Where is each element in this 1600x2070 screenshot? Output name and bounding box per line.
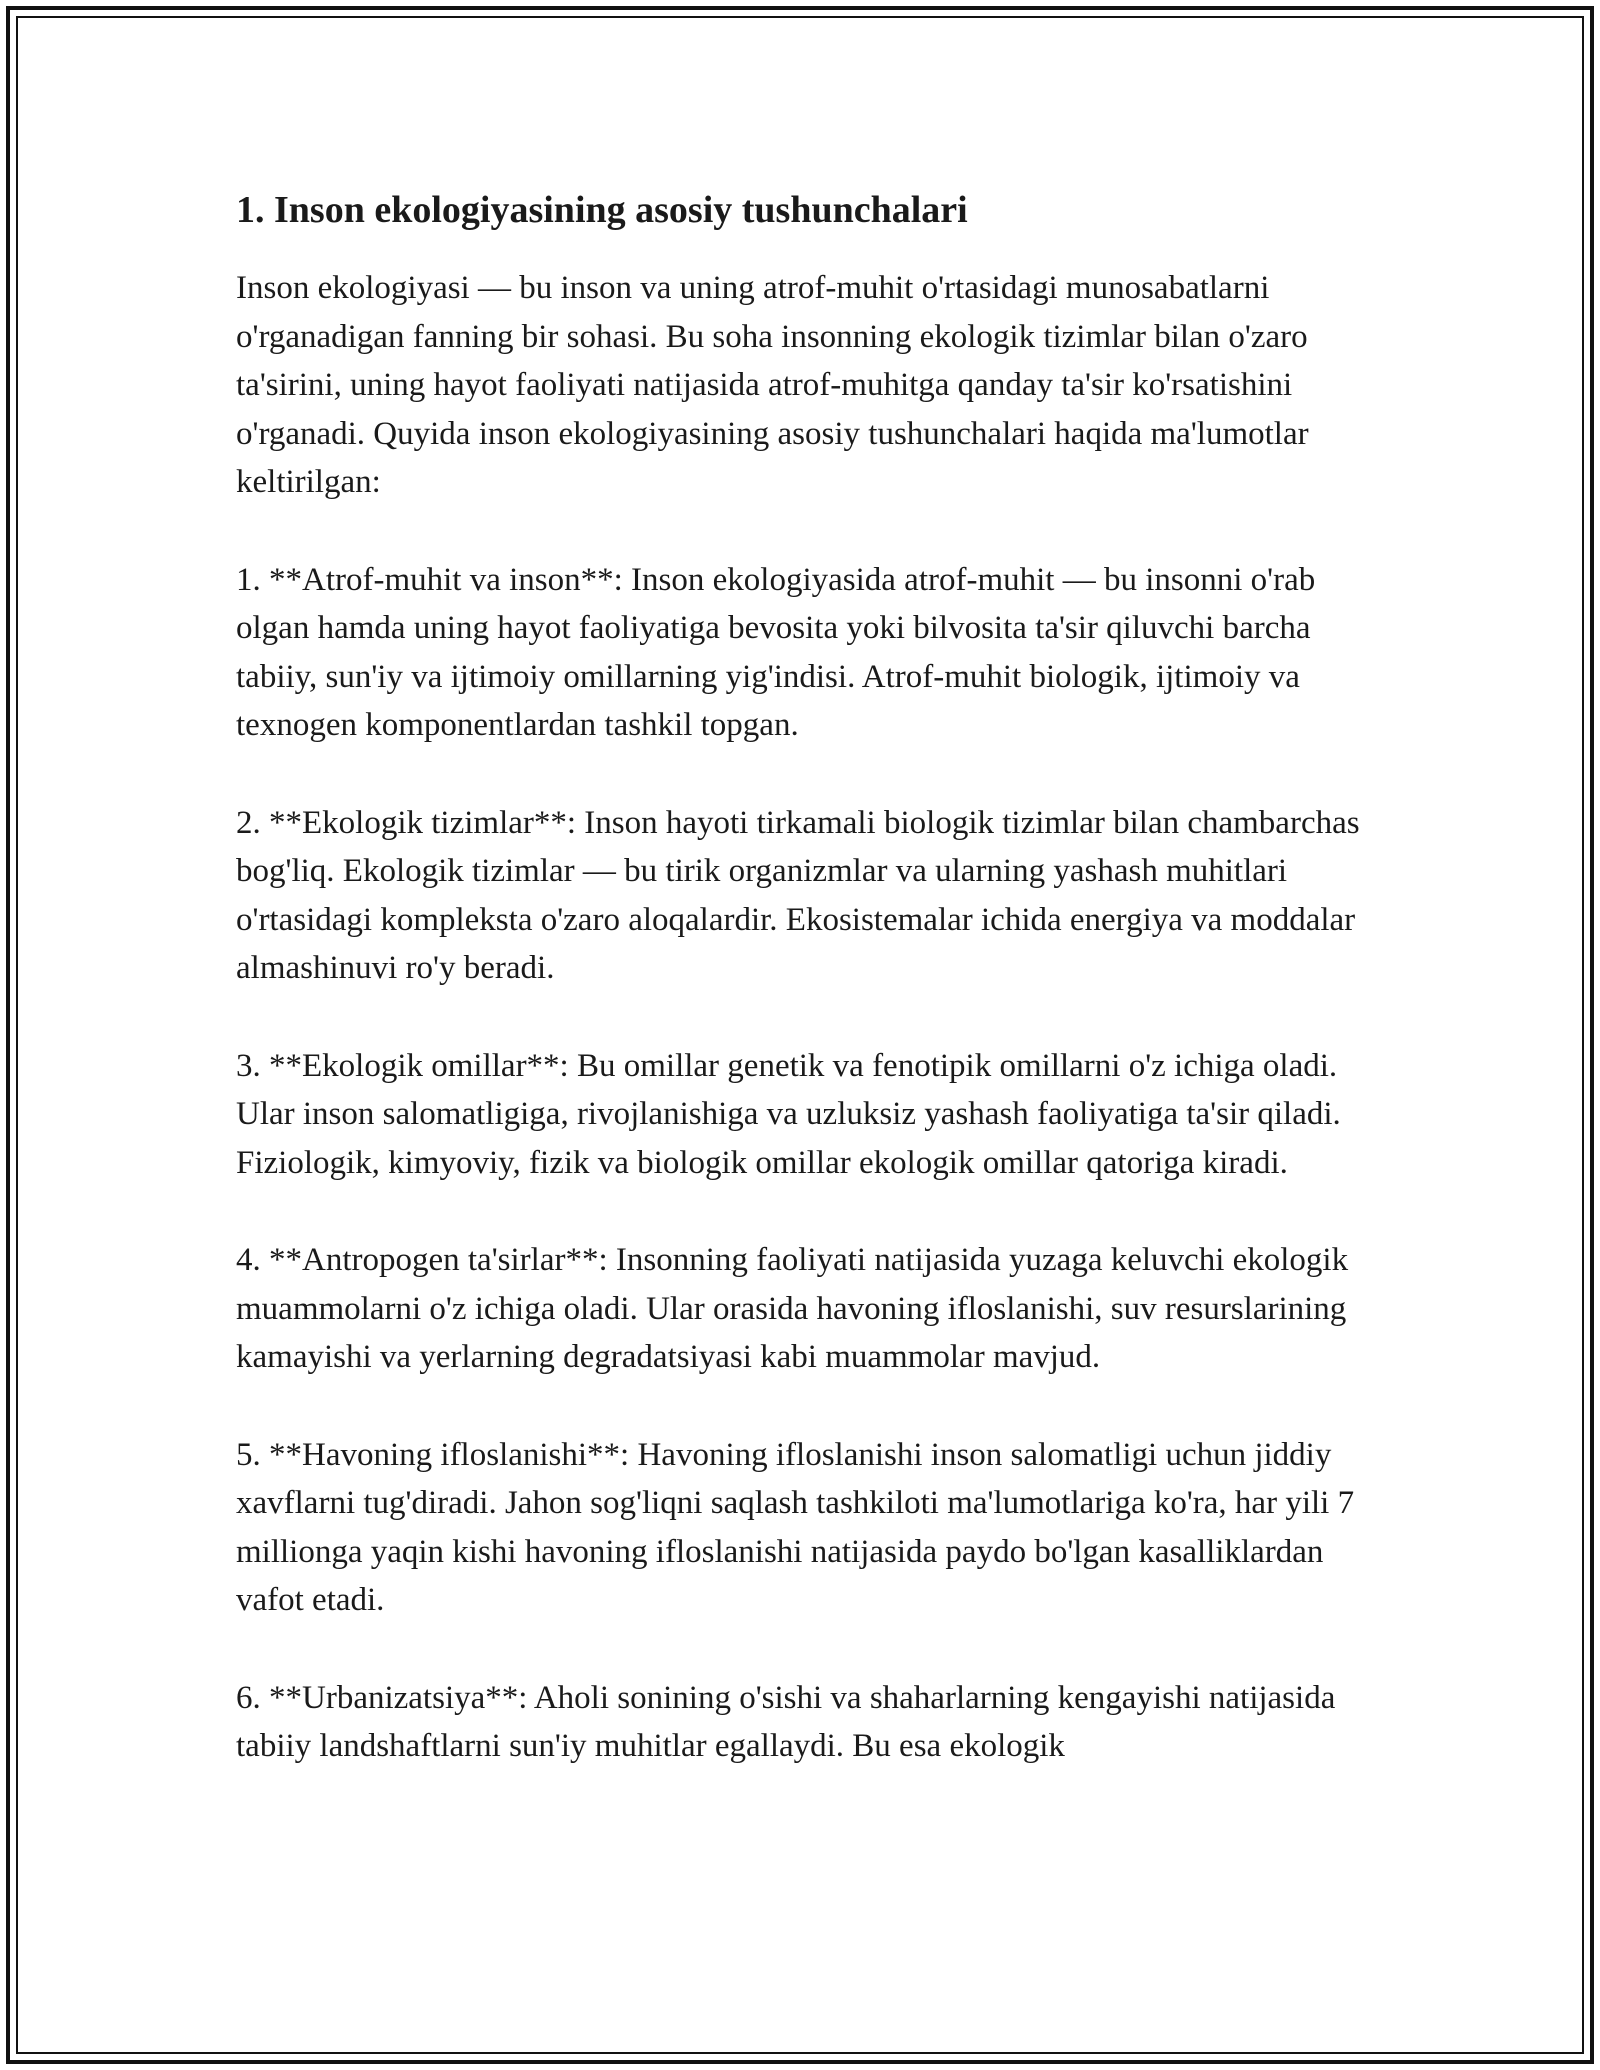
document-body [236, 186, 1366, 1771]
list-item-havoning-ifloslanishi: 5. **Havoning ifloslanishi**: Havoning ifloslanishi inson salomatligi uchun jiddiy xavflarni tug'diradi. Jahon sog'liqni saqlash tashkiloti ma'lumotlariga ko'ra, har yili 7 millionga yaqin kishi havoning ifloslanishi natijasida paydo bo'lgan kasalliklardan vafot etadi. [236, 1436, 1355, 1618]
list-item-urbanizatsiya: 6. **Urbanizatsiya**: Aholi sonining o'sishi va shaharlarning kengayishi natijasida tabiiy landshaftlarni sun'iy muhitlar egallaydi. Bu esa ekologik [236, 1679, 1336, 1764]
list-item-antropogen-tasirlar: 4. **Antropogen ta'sirlar**: Insonning faoliyati natijasida yuzaga keluvchi ekologik muammolarni o'z ichiga oladi. Ular orasida havoning ifloslanishi, suv resurslarining kamayishi va yerlarning degradatsiyasi kabi muammolar mavjud. [236, 1242, 1349, 1375]
list-item-atrof-muhit: 1. **Atrof-muhit va inson**: Inson ekologiyasida atrof-muhit — bu insonni o'rab olgan hamda uning hayot faoliyatiga bevosita yoki bilvosita ta'sir qiluvchi barcha tabiiy, sun'iy va ijtimoiy omillarning yig'indisi. Atrof-muhit biologik, ijtimoiy va texnogen komponentlardan tashkil topgan. [236, 561, 1316, 743]
section-title: 1. Inson ekologiyasining asosiy tushunchalari [236, 189, 968, 231]
list-item-ekologik-tizimlar: 2. **Ekologik tizimlar**: Inson hayoti tirkamali biologik tizimlar bilan chambarchas bog'liq. Ekologik tizimlar — bu tirik organizmlar va ularning yashash muhitlari o'rtasidagi kompleksta o'zaro aloqalardir. Ekosistemalar ichida energiya va moddalar almashinuvi ro'y beradi. [236, 804, 1360, 986]
list-item-ekologik-omillar: 3. **Ekologik omillar**: Bu omillar genetik va fenotipik omillarni o'z ichiga oladi. Ular inson salomatligiga, rivojlanishiga va uzluksiz yashash faoliyatiga ta'sir qiladi. Fiziologik, kimyoviy, fizik va biologik omillar ekologik omillar qatoriga kiradi. [236, 1047, 1341, 1181]
intro-paragraph: Inson ekologiyasi — bu inson va uning atrof-muhit o'rtasidagi munosabatlarni o'rganadigan fanning bir sohasi. Bu soha insonning ekologik tizimlar bilan o'zaro ta'sirini, uning hayot faoliyati natijasida atrof-muhitga qanday ta'sir ko'rsatishini o'rganadi. Quyida inson ekologiyasining asosiy tushunchalari haqida ma'lumotlar keltirilgan: [236, 270, 1309, 500]
